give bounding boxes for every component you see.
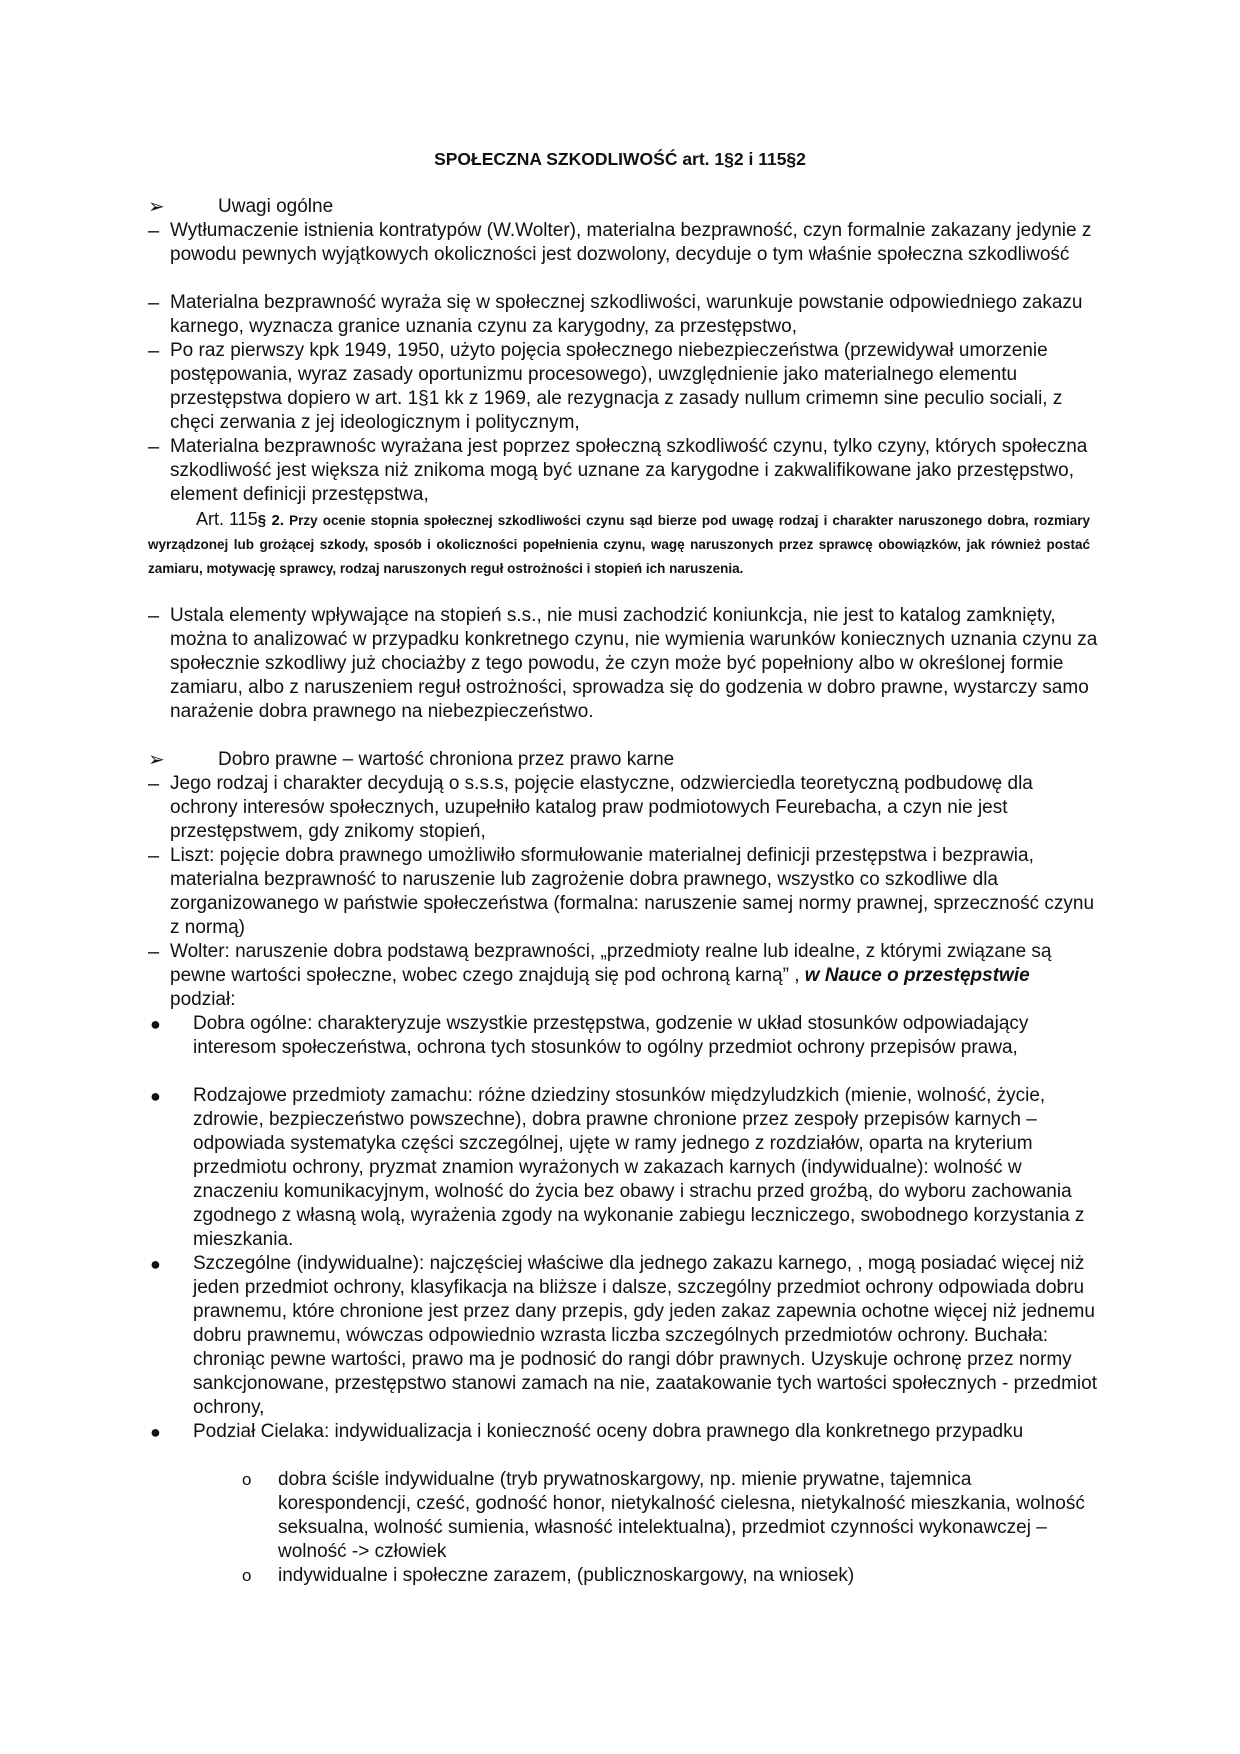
bullet-item-text: Dobra ogólne: charakteryzuje wszystkie przestępstwa, godzenie w układ stosunków odpowiadający interesom społeczeństwa, ochrona tych stosunków to ogólny przedmiot ochrony przepisów prawa, bbox=[193, 1013, 1029, 1058]
dash-bullet-icon: – bbox=[148, 220, 160, 242]
round-bullet-icon: ● bbox=[150, 1086, 161, 1106]
dash-bullet-icon: – bbox=[148, 436, 160, 458]
round-bullet-icon: ● bbox=[150, 1422, 161, 1442]
article-paragraph: § 2. bbox=[257, 512, 285, 529]
dash-bullet-icon: – bbox=[148, 605, 160, 627]
section-heading-text: Uwagi ogólne bbox=[218, 196, 334, 217]
bullet-item-text: Podział Cielaka: indywidualizacja i konieczność oceny dobra prawnego dla konkretnego przypadku bbox=[193, 1421, 1024, 1442]
dash-bullet-icon: – bbox=[148, 292, 160, 314]
dash-bullet-icon: – bbox=[148, 340, 160, 362]
dash-bullet-icon: – bbox=[148, 845, 160, 867]
article-number: Art. 115 bbox=[196, 509, 258, 529]
round-bullet-icon: ● bbox=[150, 1014, 161, 1034]
list-item-text: Liszt: pojęcie dobra prawnego umożliwiło sformułowanie materialnej definicji przestępstwa i bezprawia, materialna bezprawność to naruszenie lub zagrożenie dobra prawnego, wszystko co szkodliwe dla zorganizowanego w państwie społeczeństwa (formalna: naruszenie samej normy prawnej, sprzeczność czynu z normą) bbox=[170, 845, 1095, 938]
list-item-text: Materialna bezprawność wyraża się w społecznej szkodliwości, warunkuje powstanie odpowiedniego zakazu karnego, wyznacza granice uznania czynu za karygodny, za przestępstwo, bbox=[170, 292, 1083, 337]
dash-bullet-icon: – bbox=[148, 773, 160, 795]
dash-bullet-icon: – bbox=[148, 941, 160, 963]
list-item-text: Jego rodzaj i charakter decydują o s.s.s, pojęcie elastyczne, odzwierciedla teoretyczną podbudowę dla ochrony interesów społecznych, uzupełniło katalog praw podmiotowych Feurebacha, a czyn nie jest przestępstwem, gdy znikomy stopień, bbox=[170, 773, 1033, 842]
arrow-bullet-icon: ➢ bbox=[148, 196, 165, 218]
document-title: SPOŁECZNA SZKODLIWOŚĆ art. 1§2 i 115§2 bbox=[434, 149, 806, 169]
circle-bullet-icon: o bbox=[242, 1566, 252, 1585]
list-item-text bbox=[170, 940, 1098, 1012]
list-item-text: Po raz pierwszy kpk 1949, 1950, użyto pojęcia społecznego niebezpieczeństwa (przewidywał umorzenie postępowania, wyraz zasady oportunizmu procesowego), uwzględnienie jako materialnego elementu przestępstwa dopiero w art. 1§1 kk z 1969, ale rezygnacja z zasady nullum crimemn sine peculio sociali, z chęci zerwania z jej ideologicznym i politycznym, bbox=[170, 340, 1063, 433]
sub-item-text: dobra ściśle indywidualne (tryb prywatnoskargowy, np. mienie prywatne, tajemnica korespondencji, cześć, godność honor, nietykalność cielesna, nietykalność mieszkania, wolność seksualna, wolność sumienia, własność intelektualna), przedmiot czynności wykonawczej – wolność -> człowiek bbox=[278, 1469, 1085, 1562]
wolter-text-end: podział: bbox=[170, 989, 236, 1010]
round-bullet-icon: ● bbox=[150, 1254, 161, 1274]
article-quote bbox=[148, 507, 1090, 581]
book-title: w Nauce o przestępstwie bbox=[804, 965, 1030, 986]
list-item-text: Materialna bezprawnośc wyrażana jest poprzez społeczną szkodliwość czynu, tylko czyny, których społeczna szkodliwość jest większa niż znikoma mogą być uznane za karygodne i zakwalifikowane jako przestępstwo, element definicji przestępstwa, bbox=[170, 436, 1088, 505]
sub-item-text: indywidualne i społeczne zarazem, (publicznoskargowy, na wniosek) bbox=[278, 1565, 855, 1586]
wolter-text: Wolter: naruszenie dobra podstawą bezprawności, „przedmioty realne lub idealne, z którymi związane są pewne wartości społeczne, wobec czego znajdują się pod ochroną karną” , bbox=[170, 941, 1052, 986]
arrow-bullet-icon: ➢ bbox=[148, 749, 165, 771]
list-item-text: Ustala elementy wpływające na stopień s.s., nie musi zachodzić koniunkcja, nie jest to katalog zamknięty, można to analizować w przypadku konkretnego czynu, nie wymienia warunków koniecznych uznania czynu za społecznie szkodliwy już chociażby z tego powodu, że czyn może być popełniony albo w określonej formie zamiaru, albo z naruszeniem reguł ostrożności, sprowadza się do godzenia w dobro prawne, wystarczy samo narażenie dobra prawnego na niebezpieczeństwo. bbox=[170, 605, 1098, 722]
bullet-item-text: Rodzajowe przedmioty zamachu: różne dziedziny stosunków międzyludzkich (mienie, wolność, życie, zdrowie, bezpieczeństwo powszechne), dobra prawne chronione przez zespoły przepisów karnych – odpowiada systematyka części szczególnej, ujęte w ramy jednego z rozdziałów, oparta na kryterium przedmiotu ochrony, pryzmat znamion wyrażonych w zakazach karnych (indywidualne): wolność w znaczeniu komunikacyjnym, wolność do życia bez obawy i strachu przed groźbą, do wyboru zachowania zgodnego z własną wolą, wyrażenia zgody na wykonanie zabiegu leczniczego, swobodnego korzystania z mieszkania. bbox=[193, 1085, 1085, 1250]
article-text: Przy ocenie stopnia społecznej szkodliwości czynu sąd bierze pod uwagę rodzaj i charakter naruszonego dobra, rozmiary wyrządzonej lub grożącej szkody, sposób i okoliczności popełnienia czynu, wagę naruszonych przez sprawcę obowiązków, jak również postać zamiaru, motywację sprawcy, rodzaj naruszonych reguł ostrożności i stopień ich naruszenia. bbox=[148, 513, 1090, 576]
circle-bullet-icon: o bbox=[242, 1470, 252, 1489]
list-item-text: Wytłumaczenie istnienia kontratypów (W.Wolter), materialna bezprawność, czyn formalnie zakazany jedynie z powodu pewnych wyjątkowych okoliczności jest dozwolony, decyduje o tym właśnie społeczna szkodliwość bbox=[170, 220, 1092, 265]
bullet-item-text: Szczególne (indywidualne): najczęściej właściwe dla jednego zakazu karnego, , mogą posiadać więcej niż jeden przedmiot ochrony, klasyfikacja na bliższe i dalsze, szczególny przedmiot ochrony odpowiada dobru prawnemu, które chronione jest przez dany przepis, gdy jeden zakaz zapewnia ochotne więcej niż jednemu dobru prawnemu, wówczas odpowiednio wzrasta liczba szczególnych przedmiotów ochrony. Buchała: chroniąc pewne wartości, prawo ma je podnosić do rangi dóbr prawnych. Uzyskuje ochronę przez normy sankcjonowane, przestępstwo stanowi zamach na nie, zaatakowanie tych wartości społecznych - przedmiot ochrony, bbox=[193, 1253, 1098, 1418]
section-heading-text: Dobro prawne – wartość chroniona przez prawo karne bbox=[218, 749, 675, 770]
